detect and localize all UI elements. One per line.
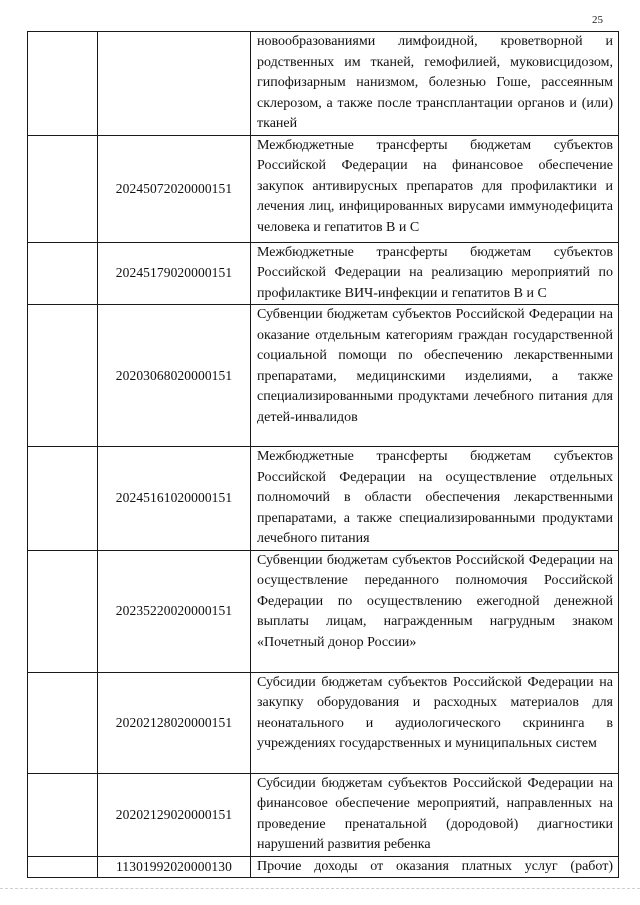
budget-code-cell: 20245161020000151 xyxy=(98,447,251,551)
page-bottom-divider xyxy=(0,888,640,890)
row-empty-cell xyxy=(28,32,98,136)
budget-code-cell: 20245072020000151 xyxy=(98,135,251,242)
description-cell: Субвенции бюджетам субъектов Российской Федерации на осуществление переданного полномочия Российской Федерации по осуществлению ежегодной денежной выплаты лицам, награжденным нагрудным знаком «Почетный донор России» xyxy=(251,550,619,672)
description-cell: Субвенции бюджетам субъектов Российской Федерации на оказание отдельным категориям граждан государственной социальной помощи по обеспечению лекарственными препаратами, медицинскими изделиями, а также специализированными продуктами лечебного питания для детей-инвалидов xyxy=(251,305,619,447)
description-cell: новообразованиями лимфоидной, кроветворной и родственных им тканей, гемофилией, муковисцидозом, гипофизарным нанизмом, болезнью Гоше, рассеянным склерозом, а также после трансплантации органов и (или) тканей xyxy=(251,32,619,136)
description-cell: Субсидии бюджетам субъектов Российской Федерации на закупку оборудования и расходных материалов для неонатального и аудиологического скрининга в учреждениях государственных и муниципальных систем xyxy=(251,672,619,773)
row-empty-cell xyxy=(28,550,98,672)
budget-code-cell xyxy=(98,32,251,136)
row-empty-cell xyxy=(28,242,98,305)
row-empty-cell xyxy=(28,773,98,856)
budget-code-cell: 20202129020000151 xyxy=(98,773,251,856)
table-row xyxy=(28,856,619,878)
budget-code-cell: 20202128020000151 xyxy=(98,672,251,773)
table-row xyxy=(28,550,619,672)
row-empty-cell xyxy=(28,672,98,773)
table-row xyxy=(28,32,619,136)
row-empty-cell xyxy=(28,135,98,242)
budget-code-cell: 11301992020000130 xyxy=(98,856,251,878)
row-empty-cell xyxy=(28,856,98,878)
table-row xyxy=(28,135,619,242)
budget-code-cell: 20203068020000151 xyxy=(98,305,251,447)
description-cell: Межбюджетные трансферты бюджетам субъектов Российской Федерации на осуществление отдельных полномочий в области обеспечения лекарственными препаратами, а также специализированными продуктами лечебного питания xyxy=(251,447,619,551)
row-empty-cell xyxy=(28,305,98,447)
budget-code-cell: 20245179020000151 xyxy=(98,242,251,305)
table-row xyxy=(28,773,619,856)
page-number: 25 xyxy=(592,14,603,26)
table-row xyxy=(28,447,619,551)
table-row xyxy=(28,305,619,447)
budget-code-cell: 20235220020000151 xyxy=(98,550,251,672)
description-cell: Прочие доходы от оказания платных услуг (работ) xyxy=(251,856,619,878)
row-empty-cell xyxy=(28,447,98,551)
description-cell: Межбюджетные трансферты бюджетам субъектов Российской Федерации на реализацию мероприятий по профилактике ВИЧ-инфекции и гепатитов B и C xyxy=(251,242,619,305)
description-cell: Межбюджетные трансферты бюджетам субъектов Российской Федерации на финансовое обеспечение закупок антивирусных препаратов для профилактики и лечения лиц, инфицированных вирусами иммунодефицита человека и гепатитов B и C xyxy=(251,135,619,242)
budget-codes-table xyxy=(27,31,619,878)
table-row xyxy=(28,672,619,773)
description-cell: Субсидии бюджетам субъектов Российской Федерации на финансовое обеспечение мероприятий, направленных на проведение пренатальной (дородовой) диагностики нарушений развития ребенка xyxy=(251,773,619,856)
table-row xyxy=(28,242,619,305)
